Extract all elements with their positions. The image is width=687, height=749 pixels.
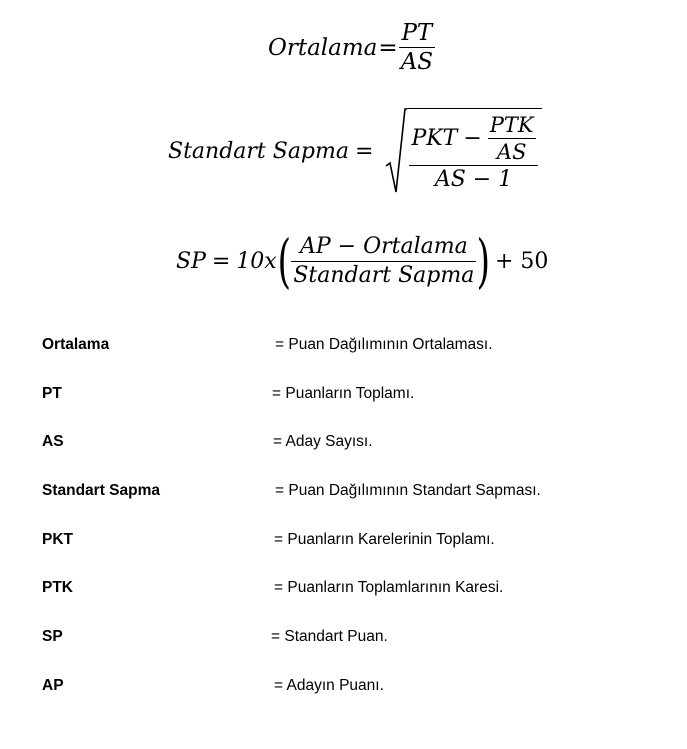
- definition-desc: = Puan Dağılımının Ortalaması.: [275, 336, 493, 353]
- sp-tail: + 50: [495, 248, 549, 274]
- definition-desc: = Standart Puan.: [271, 628, 388, 645]
- definition-term: AS: [42, 433, 64, 450]
- definition-term: AP: [42, 677, 64, 694]
- std-dev-lhs: Standart Sapma: [168, 138, 349, 164]
- definition-term: Ortalama: [42, 336, 110, 353]
- std-dev-equals: =: [355, 138, 374, 164]
- standard-score-formula: [176, 227, 549, 295]
- left-paren-icon: (: [277, 227, 291, 295]
- square-root: [385, 108, 541, 194]
- std-dev-outer-denominator: AS − 1: [434, 166, 513, 192]
- std-dev-outer-numerator: [409, 113, 537, 164]
- ptk-numerator: PTK: [489, 112, 534, 137]
- radical-icon: [385, 108, 407, 194]
- definition-desc: = Puanların Karelerinin Toplamı.: [274, 531, 495, 548]
- fraction-bar: [488, 138, 536, 139]
- sp-lhs: SP: [176, 248, 206, 274]
- pkt-term: PKT: [411, 125, 458, 151]
- sp-fraction: [291, 234, 476, 288]
- definition-term: PTK: [42, 579, 73, 596]
- sp-denominator: Standart Sapma: [293, 262, 475, 288]
- fraction-bar: [399, 47, 435, 48]
- radicand: [407, 108, 541, 194]
- definition-desc: = Aday Sayısı.: [273, 433, 373, 450]
- sp-coefficient: 10x: [236, 248, 277, 274]
- sp-numerator: AP − Ortalama: [299, 234, 468, 260]
- definition-term: Standart Sapma: [42, 482, 161, 499]
- definition-desc: = Adayın Puanı.: [274, 677, 384, 694]
- std-dev-outer-fraction: [409, 113, 537, 193]
- sp-equals: =: [211, 248, 231, 274]
- right-paren-icon: ): [476, 227, 491, 295]
- fraction-bar: [409, 165, 537, 166]
- definition-term: SP: [42, 628, 63, 645]
- definition-term: PT: [42, 385, 62, 402]
- as-denominator: AS: [496, 139, 527, 164]
- mean-fraction: [399, 20, 435, 76]
- mean-lhs: Ortalama: [268, 34, 378, 61]
- minus-sign: −: [463, 125, 482, 151]
- std-dev-formula: [168, 108, 542, 194]
- mean-equals: =: [378, 34, 398, 61]
- definition-desc: = Puanların Toplamlarının Karesi.: [274, 579, 504, 596]
- definition-term: PKT: [42, 531, 73, 548]
- ptk-over-as: [488, 113, 536, 164]
- definition-desc: = Puan Dağılımının Standart Sapması.: [275, 482, 541, 499]
- mean-denominator: AS: [400, 49, 434, 76]
- fraction-bar: [291, 261, 476, 262]
- definition-desc: = Puanların Toplamı.: [272, 385, 415, 402]
- mean-numerator: PT: [401, 20, 433, 46]
- mean-formula: [268, 20, 435, 76]
